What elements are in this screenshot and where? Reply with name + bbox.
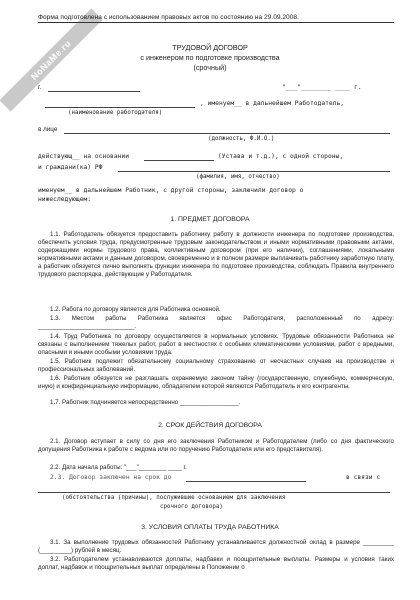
clause-3-2: 3.2. Работодателем устанавливаются доплаты, надбавки и поощрительные выплаты. Размеры и условия таких доплат, надбавок и поощрительных выплат определены в Положении о (38, 556, 394, 572)
clause-1-3: 1.3. Местом работы Работника является офис Работодателя, расположенный по адресу: ____________________________. (38, 315, 394, 331)
position-caption: (должность, Ф.И.О.) (208, 136, 275, 142)
employee-named-text-cont: нижеследующем: (38, 196, 92, 203)
city-field[interactable] (48, 91, 140, 92)
acting-basis-label: действующ__ на основании (38, 153, 129, 160)
section-1-heading: 1. ПРЕДМЕТ ДОГОВОРА (170, 216, 250, 223)
employer-name-field[interactable] (45, 107, 195, 108)
clause-3-1: 3.1. За выполнение трудовых обязанностей Работнику устанавливается должностной оклад в размере _________ (_________) рублей в месяц. (38, 539, 394, 555)
section-3-heading: 3. УСЛОВИЯ ОПЛАТЫ ТРУДА РАБОТНИКА (141, 524, 279, 531)
document-title: ТРУДОВОЙ ДОГОВОР (172, 43, 248, 52)
clause-2-1: 2.1. Договор вступает в силу со дня его заключения Работником и Работодателем (либо со дня фактического допущения Работника к работе с ведома или по поручению Работодателя или его представителя). (38, 438, 394, 454)
term-reason-caption: (обстоятельства (причины), послужившие основанием для заключения (62, 495, 286, 501)
contract-date: "___"________ ____ г. (282, 84, 362, 91)
clause-2-2: 2.2. Дата начала работы: "___"________ ____ г. (50, 464, 187, 471)
document-subtitle: с инженером по подготовке производства (140, 53, 280, 62)
term-reason-caption-cont: срочного договора) (160, 504, 223, 510)
city-prefix: г. (38, 84, 42, 91)
representative-field[interactable] (64, 133, 390, 134)
clause-1-1: 1.1. Работодатель обязуется предоставить работнику работу в должности инженера по подготовке производства, обеспечить условия труда, предусмотренные трудовым законодательством и иными нормативными правовыми актами, содержащими нормы трудового права, коллективным договором (при его наличии), соглашениями, локальными нормативными актами и данным договором, своевременно и в полном размере выплачивать работнику заработную плату, а работник обязуется лично выполнять функции инженера по подготовке производства, соблюдать Правила внутреннего трудового распорядка, действующие у Работодателя. (38, 231, 394, 279)
in-person-label: в лице (38, 126, 58, 133)
citizen-label: и граждани(ка) РФ (38, 164, 103, 171)
fio-caption: (фамилия, имя, отчество) (196, 174, 280, 180)
section-2-heading: 2. СРОК ДЕЙСТВИЯ ДОГОВОРА (158, 422, 262, 429)
clause-1-2: 1.2. Работа по договору является для Работника основной. (50, 306, 221, 313)
clause-1-4: 1.4. Труд Работника по договору осуществляется в нормальных условиях. Трудовые обязанности Работника не связаны с выполнением тяжелых работ, работ в местностях с особыми климатическими условиями, работ с вредными, опасными и иными особыми условиями труда. (38, 333, 394, 357)
charter-text: (Устава и т.д.), с одной стороны, (218, 153, 344, 160)
basis-document-field[interactable] (144, 160, 214, 161)
employer-named-text: , именуем__ в дальнейшем Работодатель, (200, 100, 345, 107)
header-note: Форма подготовлена с использованием правовых актов по состоянию на 29.09.2008. (38, 14, 394, 23)
clause-1-7: 1.7. Работник подчиняется непосредственно _________________. (50, 399, 241, 406)
clause-1-6: 1.6. Работник обязуется не разглашать охраняемую законом тайну (государственную, служебную, коммерческую, иную) и конфиденциальную информацию, обладателем которой являются Работодатель и его контрагенты. (38, 375, 394, 391)
employee-name-field[interactable] (118, 171, 390, 172)
document-term-label: (срочный) (193, 63, 227, 72)
term-end-field[interactable] (186, 481, 306, 482)
watermark-badge: NoNaMe.ru (0, 8, 103, 111)
employer-caption: (наименование работодателя) (68, 110, 163, 116)
clause-2-3-end: в связи с (346, 474, 381, 481)
employee-named-text: именуем__ в дальнейшем Работник, с другой стороны, заключили договор о (38, 187, 304, 194)
clause-1-5: 1.5. Работник подлежит обязательному социальному страхованию от несчастных случаев на производстве и профессиональных заболеваний. (38, 358, 394, 374)
term-reason-field[interactable] (38, 492, 390, 493)
clause-2-3-start: 2.3. Договор заключен на срок до (50, 474, 172, 481)
